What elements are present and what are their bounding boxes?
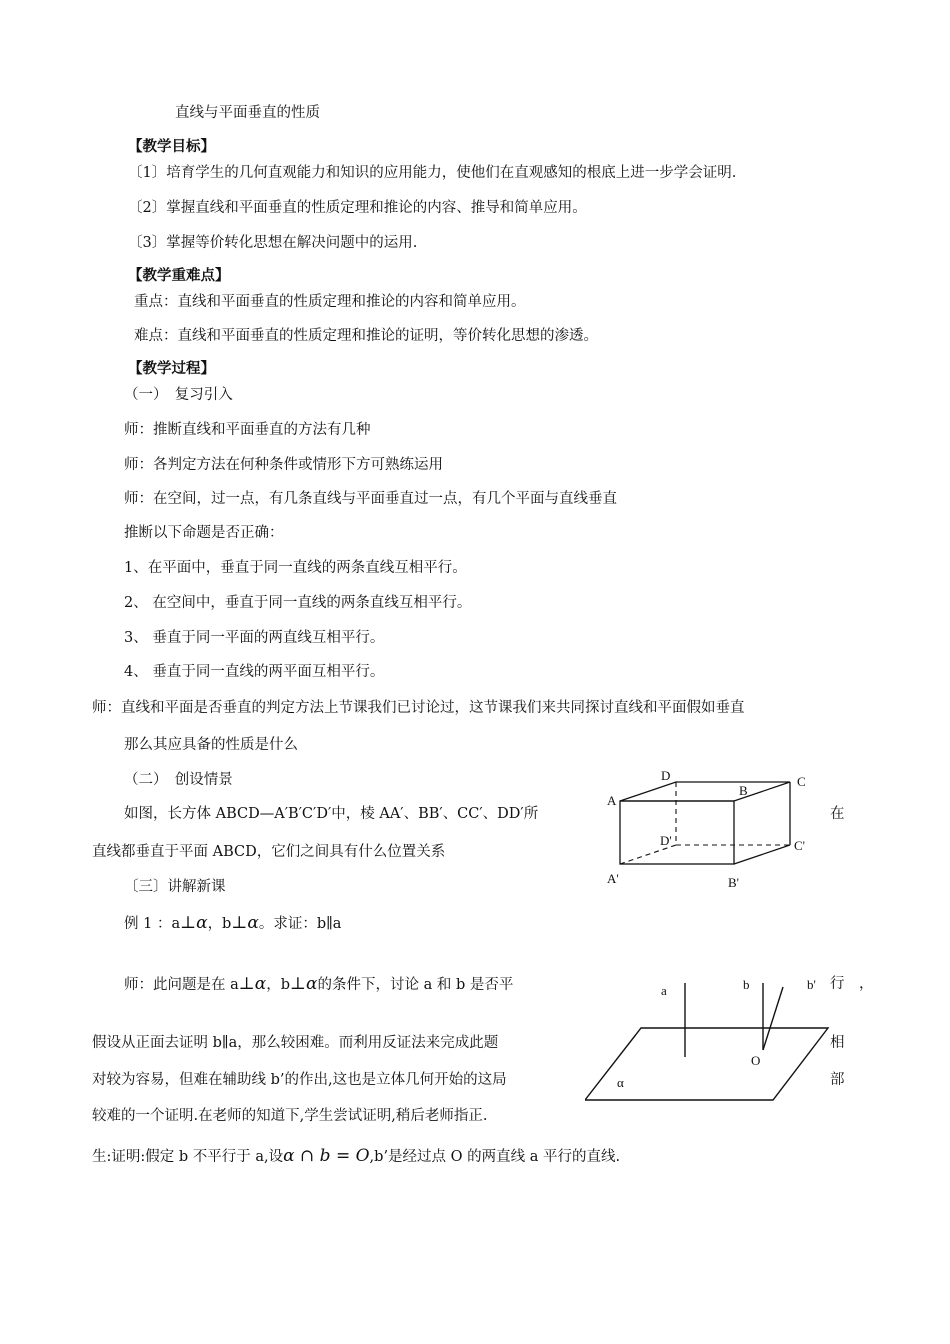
proposition-1: 1、在平面中，垂直于同一直线的两条直线互相平行。 [124,560,467,576]
plane-label-b-prime: b' [807,977,816,992]
scene-line-tail: 在 [830,806,845,822]
teacher-analysis-line-3: 对较为容易，但难在辅助线 b’的作出,这也是立体几何开始的这局 [92,1072,507,1088]
goal-item-1: 〔1〕培育学生的几何直观能力和知识的应用能力，使他们在直观感知的根底上进一步学会证明. [128,165,737,181]
teacher-analysis-tail-2: 相 [830,1035,845,1051]
teach-perp-b: ⊥α [290,974,318,994]
question-2: 师：各判定方法在何种条件或情形下方可熟练运用 [124,457,443,473]
line-b-prime [763,987,783,1050]
plane-label-b: b [743,977,750,992]
student-suffix: ,b’是经过点 O 的两直线 a 平行的直线. [369,1149,621,1165]
plane-figure [585,965,835,1105]
teacher-analysis-line-1 [124,974,513,995]
goal-item-3: 〔3〕掌握等价转化思想在解决问题中的运用. [128,235,418,251]
example-suffix: 。求证：b∥a [258,916,342,932]
plane-label-o: O [751,1053,761,1068]
cuboid-label-a-prime: A' [607,871,619,886]
doc-title: 直线与平面垂直的性质 [175,105,320,121]
plane-label-a: a [661,983,667,998]
teach-mid: ，b [266,977,291,993]
cuboid-label-b-prime: B' [728,875,740,890]
scene-line-2: 直线都垂直于平面 ABCD，它们之间具有什么位置关系 [92,844,446,860]
keypoints-heading: 【教学重难点】 [128,268,230,284]
cuboid-label-b: B [739,783,748,798]
cuboid-figure [598,765,818,895]
teacher-line-1: 师：直线和平面是否垂直的判定方法上节课我们已讨论过，这节课我们来共同探讨直线和平面假如垂直 [92,700,745,716]
teacher-analysis-tail-1: 行 ， [830,976,874,992]
question-1: 师：推断直线和平面垂直的方法有几种 [124,422,371,438]
goals-heading: 【教学目标】 [128,139,215,155]
example-prefix: 例 1 ：a [124,916,181,932]
section-review: （一） 复习引入 [124,387,233,403]
teacher-line-2: 那么其应具备的性质是什么 [124,737,298,753]
goal-item-2: 〔2〕掌握直线和平面垂直的性质定理和推论的内容、推导和简单应用。 [128,200,587,216]
example-1 [124,913,341,934]
keypoint-difficulty: 难点：直线和平面垂直的性质定理和推论的证明，等价转化思想的渗透。 [134,328,598,344]
cuboid-label-c: C [797,774,806,789]
scene-line-1: 如图，长方体 ABCD—A′B′C′D′中，棱 AA′、BB′、CC′、DD′所 [124,806,539,822]
cuboid-top-face [620,782,790,801]
teach-prefix: 师：此问题是在 a [124,977,239,993]
example-perp-b: ⊥α [231,913,259,933]
proposition-4: 4、 垂直于同一直线的两平面互相平行。 [124,664,385,680]
student-formula: α ∩ b = O [283,1146,370,1166]
cuboid-label-a: A [607,793,617,808]
judge-prompt: 推断以下命题是否正确： [124,525,284,541]
teacher-analysis-line-2: 假设从正面去证明 b∥a，那么较困难。而利用反证法来完成此题 [92,1035,499,1051]
teach-suffix: 的条件下，讨论 a 和 b 是否平 [317,977,514,993]
example-perp-a: ⊥α [180,913,208,933]
cuboid-edge-bc [734,845,790,864]
student-proof [92,1146,620,1167]
proposition-3: 3、 垂直于同一平面的两直线互相平行。 [124,630,385,646]
keypoint-focus: 重点：直线和平面垂直的性质定理和推论的内容和简单应用。 [134,294,526,310]
cuboid-front-face [620,801,734,864]
cuboid-label-d-prime: D' [660,833,672,848]
teacher-analysis-line-4: 较难的一个证明.在老师的知道下,学生尝试证明,稍后老师指正. [92,1108,488,1124]
process-heading: 【教学过程】 [128,361,215,377]
example-mid: ，b [207,916,232,932]
plane-label-alpha: α [617,1075,624,1090]
proposition-2: 2、 在空间中，垂直于同一直线的两条直线互相平行。 [124,595,472,611]
question-3: 师：在空间，过一点，有几条直线与平面垂直过一点，有几个平面与直线垂直 [124,491,617,507]
section-new-lesson: 〔三〕讲解新课 [124,879,226,895]
teach-perp-a: ⊥α [238,974,267,994]
student-prefix: 生:证明:假定 b 不平行于 a,设 [92,1149,284,1165]
section-scene: （二） 创设情景 [124,772,233,788]
teacher-analysis-tail-3: 部 [830,1072,845,1088]
cuboid-label-c-prime: C' [794,838,806,853]
cuboid-label-d: D [661,768,671,783]
